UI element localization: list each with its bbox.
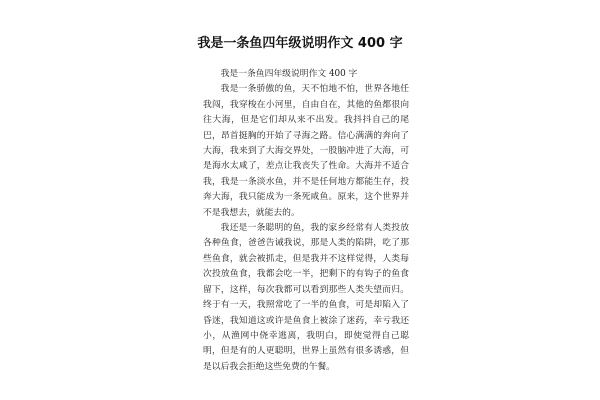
article-subtitle: 我是一条鱼四年级说明作文 400 字: [220, 69, 358, 79]
document-title: 我是一条鱼四年级说明作文 400 字: [197, 36, 403, 51]
article-paragraph-1: 我是一条骄傲的鱼，天不怕地不怕，世界各地任我闯，我穿梭在小河里，自由自在，其他的鱼都很向往大海，但是它们却从来不出发。我抖抖自己的尾巴，昂首挺胸的开始了寻海之路。信心满满的奔向了大海，我来到了大海交界处，一股脑冲进了大海，可是海水太咸了，差点让我丧失了性命。大海并不适合我，我是一条淡水鱼，并不是任何地方都能生存，投奔大海，我只能成为一条死咸鱼。原来，这个世界并不是我想去，就能去的。: [203, 84, 409, 218]
article-paragraph-2: 我还是一条聪明的鱼，我的家乡经常有人类投放各种鱼食，爸爸告诫我说，那是人类的陷阱，吃了那些鱼食，就会被抓走，但是我并不这样觉得，人类每次投放鱼食，我都会吃一半，把剩下的有钩子的鱼食留下，这样，每次我都可以看到那些人类失望而归。终于有一天，我照常吃了一半的鱼食，可是却陷入了昏迷，我知道这或许是鱼食上被涂了迷药，幸亏我还小，从渔网中侥幸逃离，我明白，即使觉得自己聪明，但是有的人更聪明，世界上虽然有很多诱惑，但是以后我会拒绝这些免费的午餐。: [203, 223, 409, 372]
article-body: [203, 67, 409, 375]
